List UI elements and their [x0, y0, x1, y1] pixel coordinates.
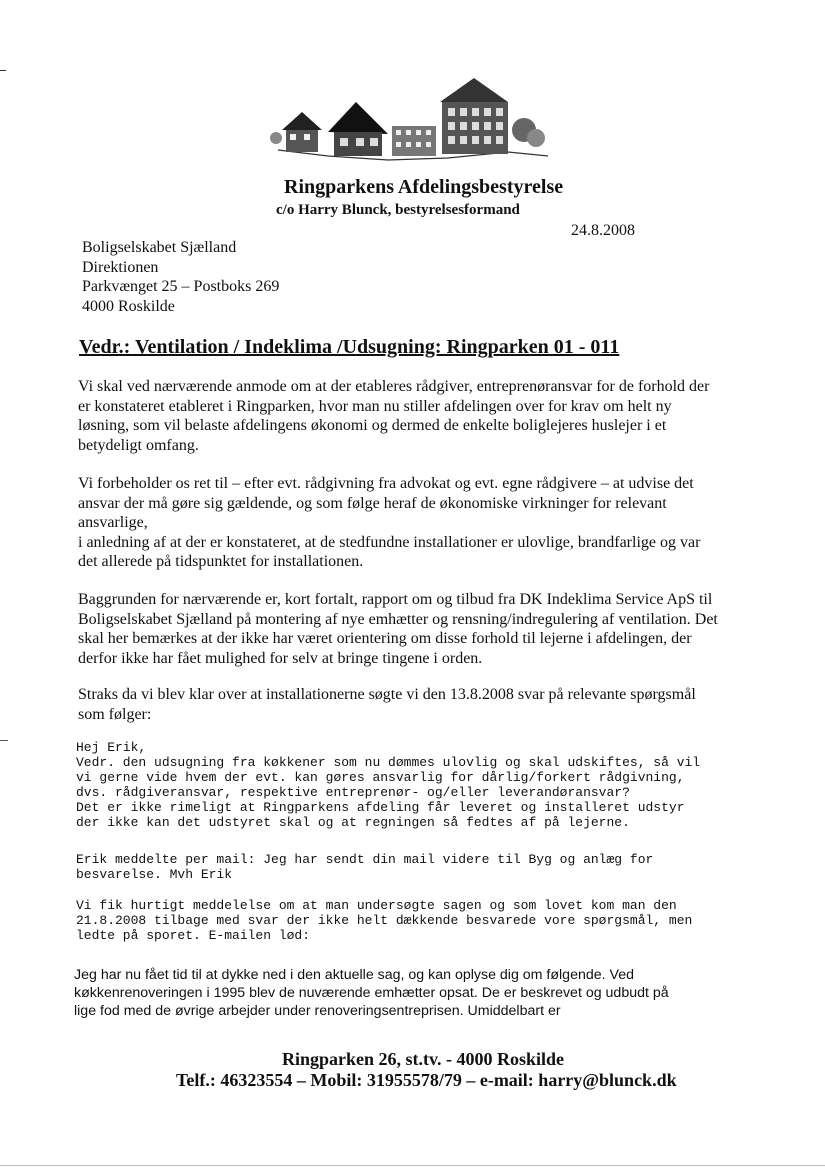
email-line: Vedr. den udsugning fra køkkener som nu dømmes ulovlig og skal udskiftes, så vil: [76, 755, 701, 770]
email-line: Erik meddelte per mail: Jeg har sendt din mail videre til Byg og anlæg for: [76, 852, 654, 867]
text-line: Baggrunden for nærværende er, kort fortalt, rapport om og tilbud fra DK Indeklima Service ApS til: [78, 591, 713, 608]
paragraph-reservation: [78, 474, 768, 572]
email-line: besvarelse. Mvh Erik: [76, 867, 233, 882]
text-line: ansvar der må gøre sig gældende, og som følge heraf de økonomiske virkninger for relevant: [78, 494, 667, 512]
text-line: løsning, som vil belaste afdelingens økonomi og dermed de enkelte boliglejeres huslejer i et: [78, 417, 667, 434]
recipient-line: Boligselskabet Sjælland: [82, 239, 237, 256]
quote-line: køkkenrenoveringen i 1995 blev de nuværende emhætter opsat. De er beskrevet og udbudt på: [74, 985, 669, 1001]
letter-date: 24.8.2008: [571, 222, 635, 239]
email-line: ledte på sporet. E-mailen lød:: [76, 928, 311, 943]
text-line: ansvarlige,: [78, 514, 148, 531]
text-line: Boligselskabet Sjælland på montering af nye emhætter og rensning/indregulering af ventilation. Det: [78, 610, 718, 628]
text-line: i anledning af at der er konstateret, at de stedfundne installationer er ulovlige, brandfarlige og var: [78, 533, 701, 551]
text-line: derfor ikke har fået mulighed for selv at bringe tingene i orden.: [78, 649, 483, 667]
email-followup: [76, 898, 776, 943]
recipient-line: Parkvænget 25 – Postboks 269: [82, 278, 280, 295]
quote-line: lige fod med de øvrige arbejder under renoveringsentreprisen. Umiddelbart er: [74, 1003, 561, 1019]
text-line: Vi forbeholder os ret til – efter evt. rådgivning fra advokat og evt. egne rådgivere – at udvise det: [78, 475, 694, 492]
recipient-line: Direktionen: [82, 258, 159, 276]
scan-margin-mark: [0, 740, 8, 741]
scan-bottom-edge: [0, 1165, 825, 1166]
letterhead-logo-illustration: [268, 72, 558, 172]
text-line: som følger:: [78, 705, 152, 723]
organization-name: Ringparkens Afdelingsbestyrelse: [284, 176, 564, 198]
paragraph-request: [78, 377, 768, 455]
email-inquiry: [76, 740, 776, 830]
paragraph-background: [78, 590, 768, 668]
quote-line: Jeg har nu fået tid til at dykke ned i den aktuelle sag, og kan oplyse dig om følgende. Ved: [74, 967, 634, 983]
email-line: vi gerne vide hvem der evt. kan gøres ansvarlig for dårlig/forkert rådgivning,: [76, 770, 685, 785]
email-line: 21.8.2008 tilbage med svar der ikke helt dækkende besvarede vore spørgsmål, men: [76, 913, 693, 928]
subject-line: Vedr.: Ventilation / Indeklima /Udsugning: Ringparken 01 - 011: [79, 336, 620, 358]
text-line: skal her bemærkes at der ikke har været orientering om disse forhold til lejerne i afdelingen, der: [78, 630, 692, 647]
email-reply-forwarded: [76, 852, 776, 882]
recipient-line: 4000 Roskilde: [82, 297, 175, 315]
email-line: Det er ikke rimeligt at Ringparkens afdeling får leveret og installeret udstyr: [76, 800, 685, 815]
email-line: Hej Erik,: [76, 740, 147, 755]
text-line: Straks da vi blev klar over at installationerne søgte vi den 13.8.2008 svar på relevante spørgsmål: [78, 686, 696, 703]
email-line: dvs. rådgiveransvar, respektive entreprenør- og/eller leverandøransvar?: [76, 785, 630, 800]
text-line: er konstateret etableret i Ringparken, hvor man nu stiller afdelingen over for krav om helt ny: [78, 397, 672, 415]
text-line: betydeligt omfang.: [78, 436, 199, 454]
email-line: Vi fik hurtigt meddelelse om at man undersøgte sagen og som lovet kom man den: [76, 898, 677, 913]
text-line: det allerede på tidspunktet for installationen.: [78, 553, 364, 570]
quoted-email-response: [74, 966, 774, 1020]
email-line: der ikke kan det udstyret skal og at regningen så fedtes af på lejerne.: [76, 815, 630, 830]
care-of-line: c/o Harry Blunck, bestyrelsesformand: [276, 202, 520, 218]
footer-address: Ringparken 26, st.tv. - 4000 Roskilde: [282, 1049, 565, 1069]
paragraph-inquiry: [78, 685, 768, 724]
footer-contact: Telf.: 46323554 – Mobil: 31955578/79 – e-mail: harry@blunck.dk: [176, 1070, 677, 1090]
text-line: Vi skal ved nærværende anmode om at der etableres rådgiver, entreprenøransvar for de forhold der: [78, 378, 710, 395]
recipient-address: [82, 238, 279, 316]
scan-margin-mark: [0, 70, 6, 71]
